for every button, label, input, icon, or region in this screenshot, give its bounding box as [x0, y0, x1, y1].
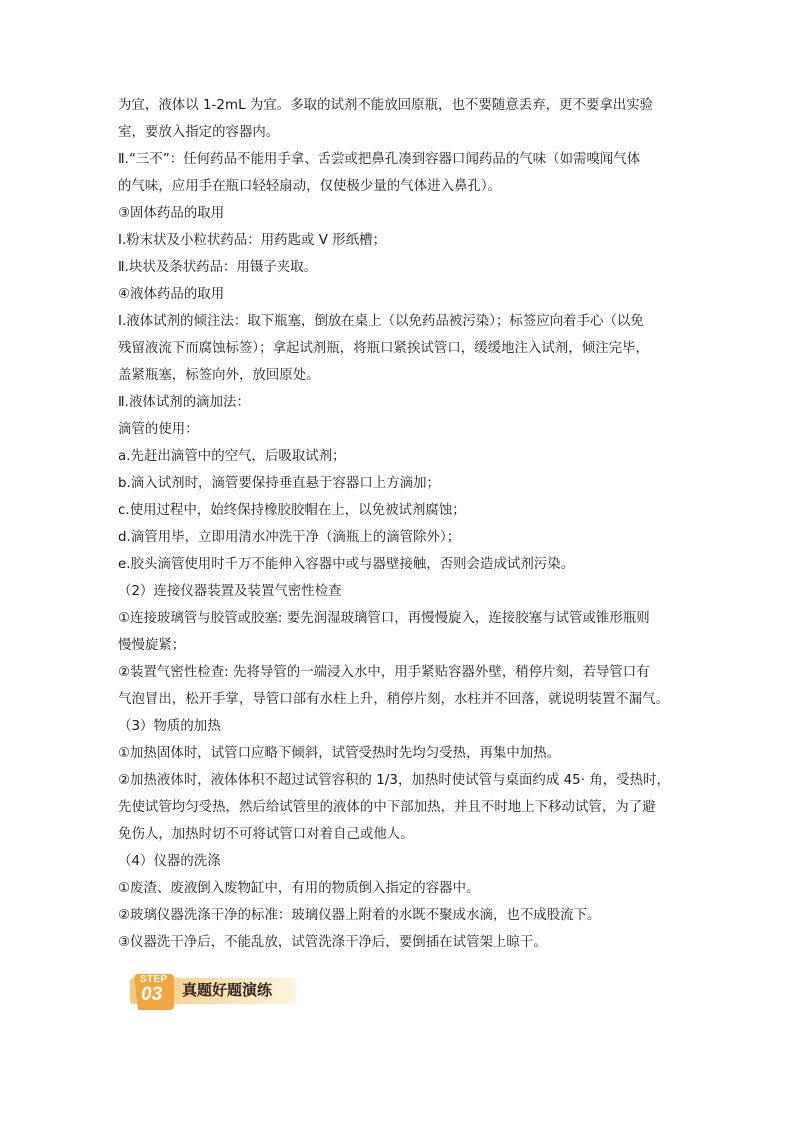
text-line: ②玻璃仪器洗涤干净的标准：玻璃仪器上附着的水既不聚成水滴，也不成股流下。: [118, 908, 601, 923]
text-line: ①加热固体时，试管口应略下倾斜，试管受热时先均匀受热，再集中加热。: [118, 746, 561, 761]
text-line: 盖紧瓶塞，标签向外，放回原处。: [118, 368, 320, 383]
list-item: b.滴入试剂时，滴管要保持垂直悬于容器口上方滴加；: [118, 476, 440, 491]
list-item: e.胶头滴管使用时千万不能伸入容器中或与器壁接触，否则会造成试剂污染。: [118, 557, 575, 572]
step-label: STEP: [140, 974, 168, 985]
text-line: 慢慢旋紧；: [118, 638, 186, 653]
document-body: [118, 92, 678, 956]
step-number: 03: [141, 984, 163, 1005]
section-heading: （2）连接仪器装置及装置气密性检查: [118, 584, 342, 599]
section-heading: ③固体药品的取用: [118, 206, 225, 221]
list-item: d.滴管用毕，立即用清水冲洗干净（滴瓶上的滴管除外）；: [118, 530, 461, 545]
text-line: ③仪器洗干净后，不能乱放，试管洗涤干净后，要倒插在试管架上晾干。: [118, 935, 547, 950]
text-line: ①连接玻璃管与胶管或胶塞: 要先润湿玻璃管口，再慢慢旋入，连接胶塞与试管或锥形瓶则: [118, 611, 650, 626]
text-line: 室，要放入指定的容器内。: [118, 125, 280, 140]
section-heading: （4）仪器的洗涤: [118, 854, 221, 869]
text-line: 气泡冒出，松开手掌，导管口部有水柱上升，稍停片刻，水柱并不回落，就说明装置不漏气。: [118, 692, 670, 707]
list-item: c.使用过程中，始终保持橡胶胶帽在上，以免被试剂腐蚀；: [118, 503, 466, 518]
text-line: Ⅱ.块状及条状药品：用镊子夹取。: [118, 260, 318, 275]
text-line: 先使试管均匀受热，然后给试管里的液体的中下部加热，并且不时地上下移动试管，为了避: [118, 800, 656, 815]
list-item: a.先赶出滴管中的空气，后吸取试剂；: [118, 449, 346, 464]
step-title: 真题好题演练: [182, 981, 273, 999]
step-banner: [120, 970, 298, 1012]
text-line: Ⅰ.粉末状及小粒状药品：用药匙或 V 形纸槽；: [118, 233, 387, 248]
text-line: ②加热液体时，液体体积不超过试管容积的 1/3，加热时使试管与桌面约成 45· 角，受热时，: [118, 773, 670, 788]
section-heading: ④液体药品的取用: [118, 287, 225, 302]
text-line: 免伤人，加热时切不可将试管口对着自己或他人。: [118, 827, 414, 842]
section-heading: （3）物质的加热: [118, 719, 221, 734]
text-line: ①废渣、废液倒入废物缸中，有用的物质倒入指定的容器中。: [118, 881, 480, 896]
text-line: Ⅰ.液体试剂的倾注法：取下瓶塞，倒放在桌上（以免药品被污染）；标签应向着手心（以免: [118, 314, 644, 329]
text-line: 的气味，应用手在瓶口轻轻扇动，仅使极少量的气体进入鼻孔）。: [118, 179, 502, 194]
text-line: Ⅱ.“三不”：任何药品不能用手拿、舌尝或把鼻孔凑到容器口闻药品的气味（如需嗅闻气体: [118, 152, 641, 167]
text-line: 滴管的使用：: [118, 422, 199, 437]
text-line: 为宜，液体以 1-2mL 为宜。多取的试剂不能放回原瓶，也不要随意丢弃，更不要拿出实验: [118, 98, 654, 113]
text-line: ②装置气密性检查: 先将导管的一端浸入水中，用手紧贴容器外壁，稍停片刻，若导管口有: [118, 665, 650, 680]
text-line: Ⅱ.液体试剂的滴加法：: [118, 395, 250, 410]
text-line: 残留液流下而腐蚀标签）；拿起试剂瓶，将瓶口紧挨试管口，缓缓地注入试剂，倾注完毕，: [118, 341, 649, 356]
